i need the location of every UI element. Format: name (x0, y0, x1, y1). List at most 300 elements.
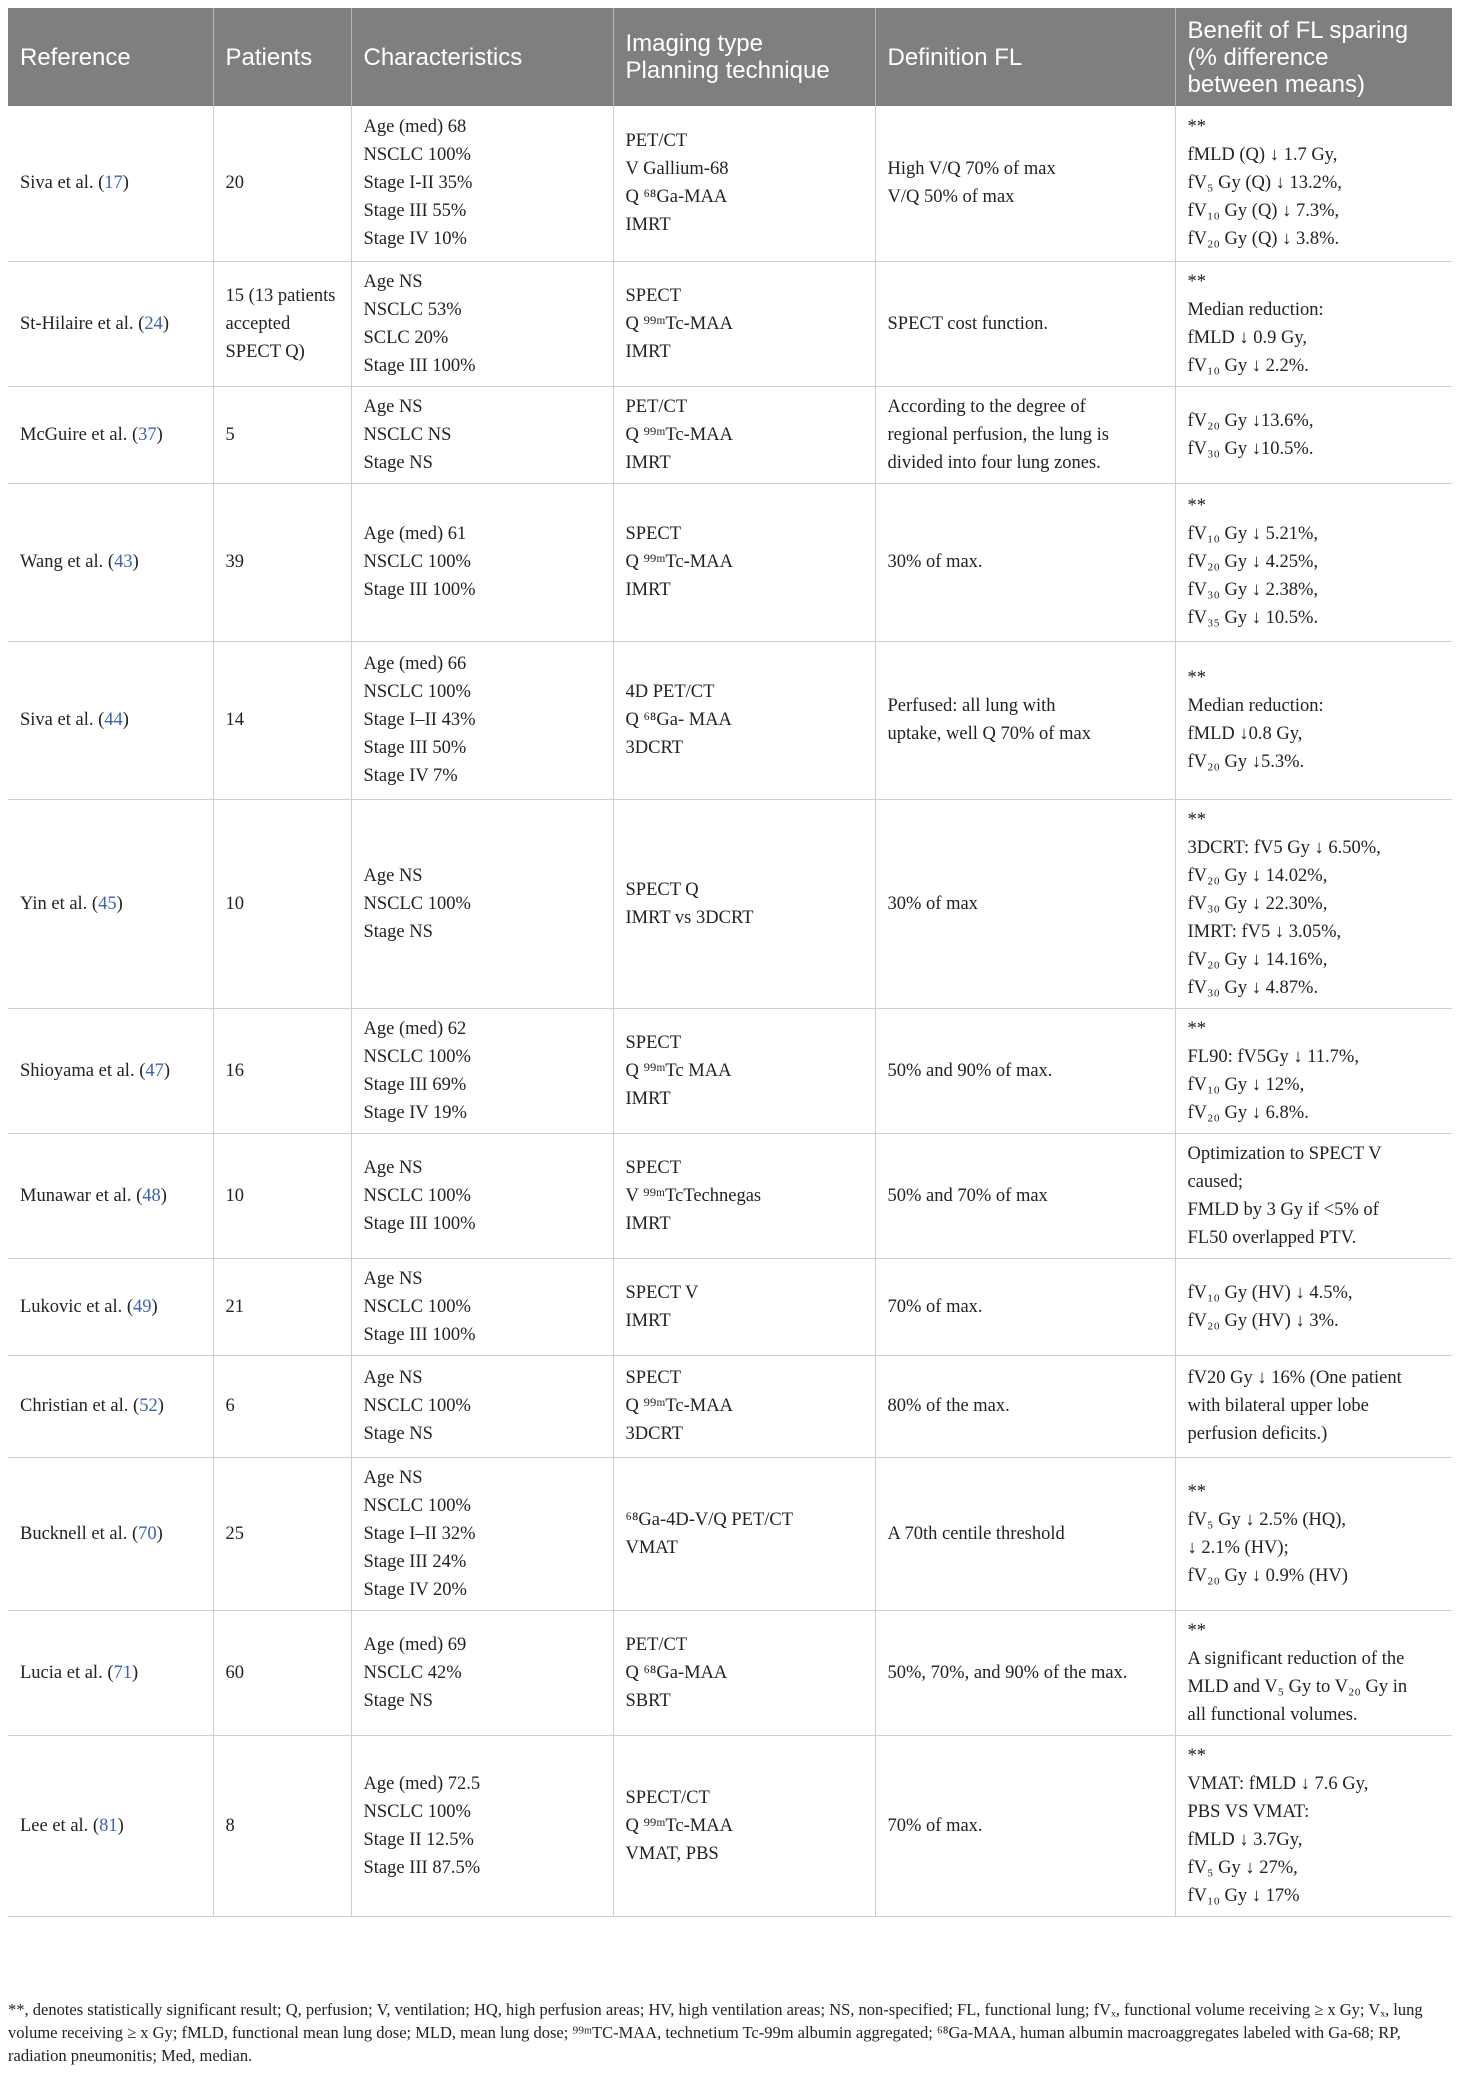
characteristics-line: Stage I–II 43% (363, 710, 476, 730)
cell-definition (875, 261, 1175, 386)
cell-definition (875, 641, 1175, 799)
characteristics-line: Age NS (363, 865, 423, 886)
imaging-line: Q ⁶⁸Ga-MAA (625, 187, 728, 208)
cell-definition (875, 386, 1175, 483)
reference-author: St-Hilaire et al. ( (20, 313, 145, 334)
benefit-line: fV₂₀ Gy ↓5.3%. (1187, 752, 1305, 772)
reference-author: Lee et al. ( (20, 1815, 100, 1836)
cell-patients (213, 1258, 351, 1355)
table-row (8, 1133, 1452, 1258)
benefit-line: fV₁₀ Gy ↓ 12%, (1187, 1074, 1305, 1095)
benefit-line: fV₂₀ Gy (HV) ↓ 3%. (1187, 1310, 1339, 1331)
cell-benefit (1175, 106, 1452, 261)
imaging-line: IMRT (625, 1213, 671, 1234)
imaging-line: PET/CT (625, 396, 688, 417)
cell-reference (8, 1133, 213, 1258)
imaging-line: ⁶⁸Ga-4D-V/Q PET/CT (625, 1509, 794, 1530)
imaging-line: SPECT Q (625, 879, 699, 900)
characteristics-line: NSCLC 100% (363, 682, 471, 702)
cell-definition (875, 1258, 1175, 1355)
reference-author: Lukovic et al. ( (20, 1296, 134, 1317)
table-row (8, 386, 1452, 483)
benefit-line: fV₃₀ Gy ↓10.5%. (1187, 438, 1314, 459)
benefit-line: fV₂₀ Gy ↓13.6%, (1187, 410, 1314, 431)
reference-author: Yin et al. ( (20, 893, 99, 914)
benefit-line: ↓ 2.1% (HV); (1187, 1537, 1289, 1558)
cell-reference (8, 1735, 213, 1916)
cell-imaging (613, 1457, 875, 1610)
imaging-line: SPECT/CT (625, 1787, 710, 1808)
reference-close: ) (162, 313, 169, 334)
reference-author: Siva et al. ( (20, 710, 105, 730)
definition-line: According to the degree of (887, 396, 1086, 417)
benefit-line: fV₂₀ Gy ↓ 6.8%. (1187, 1102, 1309, 1123)
reference-author: Wang et al. ( (20, 552, 115, 572)
header-imaging: Imaging type Planning technique (613, 8, 875, 106)
definition-line: High V/Q 70% of max (887, 159, 1056, 180)
patients-value: 6 (225, 1396, 235, 1416)
cell-benefit (1175, 1457, 1452, 1610)
cell-definition (875, 799, 1175, 1008)
benefit-line: ** (1187, 809, 1206, 830)
characteristics-line: Stage III 100% (363, 355, 476, 376)
patients-value: 15 (13 patients accepted SPECT Q) (225, 285, 336, 362)
reference-close: ) (122, 710, 129, 730)
characteristics-line: NSCLC 42% (363, 1662, 462, 1683)
imaging-line: 4D PET/CT (625, 682, 715, 702)
benefit-line: perfusion deficits.) (1187, 1424, 1328, 1444)
header-benefit: Benefit of FL sparing (% difference between means) (1175, 8, 1452, 106)
benefit-line: ** (1187, 668, 1206, 688)
definition-line: Perfused: all lung with (887, 696, 1056, 716)
imaging-line: SPECT (625, 1032, 682, 1053)
definition-line: 50% and 70% of max (887, 1185, 1048, 1206)
characteristics-line: Age NS (363, 1268, 423, 1289)
header-characteristics: Characteristics (351, 8, 613, 106)
cell-characteristics (351, 386, 613, 483)
cell-patients (213, 641, 351, 799)
citation-link[interactable]: 48 (142, 1185, 161, 1206)
table-row (8, 1610, 1452, 1735)
characteristics-line: Age (med) 68 (363, 117, 467, 138)
reference-close: ) (116, 893, 123, 914)
imaging-line: IMRT (625, 452, 671, 473)
cell-reference (8, 641, 213, 799)
cell-patients (213, 483, 351, 641)
patients-value: 20 (225, 173, 244, 194)
citation-link[interactable]: 43 (114, 552, 133, 572)
benefit-line: fV20 Gy ↓ 16% (One patient (1187, 1368, 1402, 1388)
characteristics-line: NSCLC 100% (363, 1396, 471, 1416)
cell-reference (8, 386, 213, 483)
characteristics-line: SCLC 20% (363, 327, 449, 348)
table-row (8, 799, 1452, 1008)
benefit-line: fV₅ Gy (Q) ↓ 13.2%, (1187, 173, 1342, 194)
imaging-line: SPECT (625, 1368, 682, 1388)
benefit-line: FL90: fV5Gy ↓ 11.7%, (1187, 1046, 1359, 1067)
citation-link[interactable]: 71 (113, 1662, 132, 1683)
citation-link[interactable]: 45 (98, 893, 117, 914)
characteristics-line: Age NS (363, 1157, 423, 1178)
characteristics-line: Stage III 100% (363, 580, 476, 600)
benefit-line: ** (1187, 1018, 1206, 1039)
imaging-line: SPECT (625, 1157, 682, 1178)
imaging-line: SPECT V (625, 1282, 699, 1303)
definition-line: 30% of max (887, 893, 978, 914)
benefit-line: ** (1187, 1745, 1206, 1766)
patients-value: 25 (225, 1523, 244, 1544)
imaging-line: Q ⁶⁸Ga- MAA (625, 710, 732, 730)
cell-reference (8, 261, 213, 386)
cell-imaging (613, 1258, 875, 1355)
reference-close: ) (151, 1296, 158, 1317)
benefit-line: fV₂₀ Gy ↓ 0.9% (HV) (1187, 1565, 1348, 1586)
imaging-line: IMRT (625, 215, 671, 236)
characteristics-line: Stage III 100% (363, 1213, 476, 1234)
imaging-line: Q ⁹⁹ᵐTc-MAA (625, 313, 733, 334)
reference-close: ) (157, 1396, 164, 1416)
benefit-line: MLD and V₅ Gy to V₂₀ Gy in (1187, 1676, 1408, 1697)
benefit-line: fMLD ↓0.8 Gy, (1187, 724, 1303, 744)
imaging-line: PET/CT (625, 1634, 688, 1655)
table-row (8, 1735, 1452, 1916)
characteristics-line: Age (med) 66 (363, 654, 467, 674)
cell-imaging (613, 1355, 875, 1457)
imaging-line: 3DCRT (625, 1424, 683, 1444)
benefit-line: fV₃₅ Gy ↓ 10.5%. (1187, 608, 1319, 628)
cell-definition (875, 1457, 1175, 1610)
imaging-line: IMRT (625, 1310, 671, 1331)
citation-link[interactable]: 47 (145, 1060, 164, 1081)
cell-characteristics (351, 106, 613, 261)
patients-value: 39 (225, 552, 244, 572)
imaging-line: Q ⁹⁹ᵐTc-MAA (625, 1396, 733, 1416)
citation-link[interactable]: 52 (139, 1396, 158, 1416)
characteristics-line: NSCLC 100% (363, 893, 471, 914)
cell-definition (875, 106, 1175, 261)
definition-line: 80% of the max. (887, 1396, 1010, 1416)
imaging-line: SPECT (625, 524, 682, 544)
header-patients: Patients (213, 8, 351, 106)
cell-benefit (1175, 799, 1452, 1008)
table-row (8, 483, 1452, 641)
characteristics-line: Stage I–II 32% (363, 1523, 476, 1544)
characteristics-line: Stage NS (363, 921, 433, 942)
characteristics-line: Age (med) 61 (363, 524, 467, 544)
definition-line: divided into four lung zones. (887, 452, 1101, 473)
cell-patients (213, 1355, 351, 1457)
benefit-line: fMLD (Q) ↓ 1.7 Gy, (1187, 145, 1338, 166)
patients-value: 10 (225, 1185, 244, 1206)
cell-benefit (1175, 1258, 1452, 1355)
cell-patients (213, 261, 351, 386)
cell-patients (213, 1133, 351, 1258)
characteristics-line: Stage III 50% (363, 738, 467, 758)
cell-imaging (613, 106, 875, 261)
cell-definition (875, 483, 1175, 641)
cell-benefit (1175, 1735, 1452, 1916)
cell-benefit (1175, 1133, 1452, 1258)
reference-author: Siva et al. ( (20, 173, 105, 194)
benefit-line: fV₁₀ Gy ↓ 5.21%, (1187, 524, 1319, 544)
cell-characteristics (351, 261, 613, 386)
reference-close: ) (117, 1815, 124, 1836)
definition-line: SPECT cost function. (887, 313, 1049, 334)
benefit-line: Median reduction: (1187, 696, 1324, 716)
reference-author: Bucknell et al. ( (20, 1523, 139, 1544)
benefit-line: fV₃₀ Gy ↓ 2.38%, (1187, 580, 1319, 600)
reference-author: Christian et al. ( (20, 1396, 140, 1416)
cell-reference (8, 799, 213, 1008)
table-row (8, 106, 1452, 261)
reference-close: ) (160, 1185, 167, 1206)
characteristics-line: Stage II 12.5% (363, 1829, 474, 1850)
characteristics-line: Stage III 24% (363, 1551, 467, 1572)
benefit-line: ** (1187, 271, 1206, 292)
cell-characteristics (351, 1457, 613, 1610)
cell-characteristics (351, 1610, 613, 1735)
cell-imaging (613, 641, 875, 799)
cell-patients (213, 1008, 351, 1133)
cell-patients (213, 386, 351, 483)
benefit-line: all functional volumes. (1187, 1704, 1358, 1725)
definition-line: 50%, 70%, and 90% of the max. (887, 1662, 1128, 1683)
characteristics-line: Age NS (363, 271, 423, 292)
characteristics-line: Age (med) 72.5 (363, 1773, 481, 1794)
benefit-line: ** (1187, 117, 1206, 138)
patients-value: 5 (225, 424, 235, 445)
characteristics-line: NSCLC 53% (363, 299, 462, 320)
patients-value: 16 (225, 1060, 244, 1081)
cell-benefit (1175, 1355, 1452, 1457)
cell-reference (8, 1258, 213, 1355)
benefit-line: fV₂₀ Gy ↓ 14.02%, (1187, 865, 1328, 886)
definition-line: V/Q 50% of max (887, 187, 1015, 208)
reference-close: ) (122, 173, 129, 194)
characteristics-line: NSCLC 100% (363, 1046, 471, 1067)
cell-characteristics (351, 1133, 613, 1258)
citation-link[interactable]: 44 (104, 710, 123, 730)
definition-line: 70% of max. (887, 1296, 983, 1317)
header-row (8, 8, 1452, 106)
benefit-line: caused; (1187, 1171, 1243, 1192)
imaging-line: V Gallium-68 (625, 159, 729, 180)
characteristics-line: Age NS (363, 1467, 423, 1488)
imaging-line: SBRT (625, 1690, 671, 1711)
patients-value: 60 (225, 1662, 244, 1683)
characteristics-line: Stage NS (363, 452, 433, 473)
cell-definition (875, 1355, 1175, 1457)
reference-close: ) (163, 1060, 171, 1081)
benefit-line: VMAT: fMLD ↓ 7.6 Gy, (1187, 1773, 1369, 1794)
citation-link[interactable]: 81 (99, 1815, 118, 1836)
citation-link[interactable]: 17 (104, 173, 123, 194)
patients-value: 10 (225, 893, 244, 914)
imaging-line: IMRT (625, 341, 671, 362)
characteristics-line: NSCLC 100% (363, 1495, 471, 1516)
benefit-line: ** (1187, 1481, 1206, 1502)
cell-characteristics (351, 1258, 613, 1355)
header-reference: Reference (8, 8, 213, 106)
cell-benefit (1175, 261, 1452, 386)
benefit-line: FMLD by 3 Gy if <5% of (1187, 1199, 1379, 1220)
cell-characteristics (351, 1735, 613, 1916)
citation-link[interactable]: 70 (138, 1523, 157, 1544)
benefit-line: fV₂₀ Gy (Q) ↓ 3.8%. (1187, 229, 1340, 250)
citation-link[interactable]: 37 (138, 424, 157, 445)
reference-author: Lucia et al. ( (20, 1662, 114, 1683)
cell-characteristics (351, 641, 613, 799)
citation-link[interactable]: 24 (144, 313, 163, 334)
table-container (8, 8, 1452, 1917)
definition-line: uptake, well Q 70% of max (887, 724, 1091, 744)
imaging-line: VMAT, PBS (625, 1843, 719, 1864)
cell-imaging (613, 799, 875, 1008)
cell-imaging (613, 1610, 875, 1735)
cell-reference (8, 1610, 213, 1735)
characteristics-line: Stage NS (363, 1424, 433, 1444)
characteristics-line: Stage IV 19% (363, 1102, 467, 1123)
cell-imaging (613, 261, 875, 386)
cell-benefit (1175, 641, 1452, 799)
cell-imaging (613, 483, 875, 641)
imaging-line: 3DCRT (625, 738, 683, 758)
cell-imaging (613, 1735, 875, 1916)
cell-patients (213, 1735, 351, 1916)
reference-close: ) (156, 424, 163, 445)
characteristics-line: NSCLC NS (363, 424, 452, 445)
cell-reference (8, 106, 213, 261)
table-row (8, 641, 1452, 799)
benefit-line: fV₃₀ Gy ↓ 4.87%. (1187, 977, 1319, 998)
characteristics-line: Age (med) 69 (363, 1634, 467, 1655)
imaging-line: IMRT vs 3DCRT (625, 907, 754, 928)
benefit-line: fV₁₀ Gy ↓ 17% (1187, 1885, 1300, 1906)
header-definition: Definition FL (875, 8, 1175, 106)
benefit-line: 3DCRT: fV5 Gy ↓ 6.50%, (1187, 837, 1381, 858)
cell-benefit (1175, 386, 1452, 483)
table-body (8, 106, 1452, 1916)
characteristics-line: Stage III 87.5% (363, 1857, 481, 1878)
characteristics-line: Stage III 55% (363, 201, 467, 222)
benefit-line: ** (1187, 1620, 1206, 1641)
characteristics-line: NSCLC 100% (363, 1296, 471, 1317)
citation-link[interactable]: 49 (133, 1296, 152, 1317)
reference-close: ) (132, 552, 139, 572)
benefit-line: fMLD ↓ 0.9 Gy, (1187, 327, 1308, 348)
imaging-line: Q ⁹⁹ᵐTc MAA (625, 1060, 732, 1081)
cell-characteristics (351, 1355, 613, 1457)
benefit-line: fV₂₀ Gy ↓ 14.16%, (1187, 949, 1328, 970)
characteristics-line: Stage IV 10% (363, 229, 467, 250)
benefit-line: fV₁₀ Gy (HV) ↓ 4.5%, (1187, 1282, 1353, 1303)
cell-reference (8, 483, 213, 641)
cell-patients (213, 106, 351, 261)
imaging-line: Q ⁹⁹ᵐTc-MAA (625, 552, 733, 572)
imaging-line: Q ⁹⁹ᵐTc-MAA (625, 424, 733, 445)
characteristics-line: NSCLC 100% (363, 1801, 471, 1822)
cell-definition (875, 1008, 1175, 1133)
reference-author: Shioyama et al. ( (20, 1060, 146, 1081)
definition-line: 50% and 90% of max. (887, 1060, 1053, 1081)
cell-benefit (1175, 483, 1452, 641)
benefit-line: Median reduction: (1187, 299, 1324, 320)
cell-definition (875, 1133, 1175, 1258)
imaging-line: V ⁹⁹ᵐTcTechnegas (625, 1185, 762, 1206)
cell-imaging (613, 386, 875, 483)
imaging-line: IMRT (625, 580, 671, 600)
cell-definition (875, 1735, 1175, 1916)
definition-line: regional perfusion, the lung is (887, 424, 1109, 445)
characteristics-line: Stage III 100% (363, 1324, 476, 1345)
cell-reference (8, 1457, 213, 1610)
characteristics-line: Stage IV 20% (363, 1579, 467, 1600)
characteristics-line: NSCLC 100% (363, 1185, 471, 1206)
patients-value: 14 (225, 710, 244, 730)
benefit-line: PBS VS VMAT: (1187, 1801, 1310, 1822)
table-row (8, 1457, 1452, 1610)
table-row (8, 1355, 1452, 1457)
cell-imaging (613, 1008, 875, 1133)
reference-author: McGuire et al. ( (20, 424, 139, 445)
characteristics-line: Age NS (363, 1368, 423, 1388)
cell-imaging (613, 1133, 875, 1258)
patients-value: 21 (225, 1296, 244, 1317)
cell-patients (213, 1610, 351, 1735)
benefit-line: FL50 overlapped PTV. (1187, 1227, 1357, 1248)
cell-reference (8, 1008, 213, 1133)
cell-patients (213, 799, 351, 1008)
table-row (8, 1008, 1452, 1133)
benefit-line: with bilateral upper lobe (1187, 1396, 1369, 1416)
benefit-line: fMLD ↓ 3.7Gy, (1187, 1829, 1303, 1850)
characteristics-line: Stage IV 7% (363, 766, 458, 786)
benefit-line: fV₅ Gy ↓ 27%, (1187, 1857, 1298, 1878)
characteristics-line: NSCLC 100% (363, 552, 471, 572)
table-footnote: **, denotes statistically significant result; Q, perfusion; V, ventilation; HQ, high perfusion areas; HV, high ventilation areas; NS, non-specified; FL, functional lung; fVₓ, functional volume receiving ≥ x Gy; Vₓ, lung volume receiving ≥ x Gy; fMLD, functional mean lung dose; MLD, mean lung dose; ⁹⁹ᵐTC-MAA, technetium Tc-99m albumin aggregated; ⁶⁸Ga-MAA, human albumin macroaggregates labeled with Ga-68; RP, radiation pneumonitis; Med, median. (8, 2000, 1423, 2065)
benefit-line: A significant reduction of the (1187, 1648, 1405, 1669)
benefit-line: Optimization to SPECT V (1187, 1143, 1382, 1164)
benefit-line: fV₁₀ Gy (Q) ↓ 7.3%, (1187, 201, 1340, 222)
table-row (8, 261, 1452, 386)
benefit-line: fV₅ Gy ↓ 2.5% (HQ), (1187, 1509, 1347, 1530)
reference-close: ) (156, 1523, 163, 1544)
cell-benefit (1175, 1008, 1452, 1133)
cell-reference (8, 1355, 213, 1457)
characteristics-line: Age (med) 62 (363, 1018, 467, 1039)
benefit-line: fV₂₀ Gy ↓ 4.25%, (1187, 552, 1319, 572)
characteristics-line: Stage NS (363, 1690, 433, 1711)
imaging-line: IMRT (625, 1088, 671, 1109)
characteristics-line: Age NS (363, 396, 423, 417)
imaging-line: VMAT (625, 1537, 678, 1558)
imaging-line: Q ⁶⁸Ga-MAA (625, 1662, 728, 1683)
cell-patients (213, 1457, 351, 1610)
cell-benefit (1175, 1610, 1452, 1735)
characteristics-line: NSCLC 100% (363, 145, 471, 166)
fl-sparing-table (8, 8, 1452, 1917)
cell-characteristics (351, 799, 613, 1008)
imaging-line: PET/CT (625, 131, 688, 152)
benefit-line: fV₃₀ Gy ↓ 22.30%, (1187, 893, 1328, 914)
reference-author: Munawar et al. ( (20, 1185, 143, 1206)
imaging-line: Q ⁹⁹ᵐTc-MAA (625, 1815, 733, 1836)
benefit-line: fV₁₀ Gy ↓ 2.2%. (1187, 355, 1309, 376)
benefit-line: IMRT: fV5 ↓ 3.05%, (1187, 921, 1342, 942)
characteristics-line: Stage III 69% (363, 1074, 467, 1095)
benefit-line: ** (1187, 496, 1206, 516)
patients-value: 8 (225, 1815, 235, 1836)
